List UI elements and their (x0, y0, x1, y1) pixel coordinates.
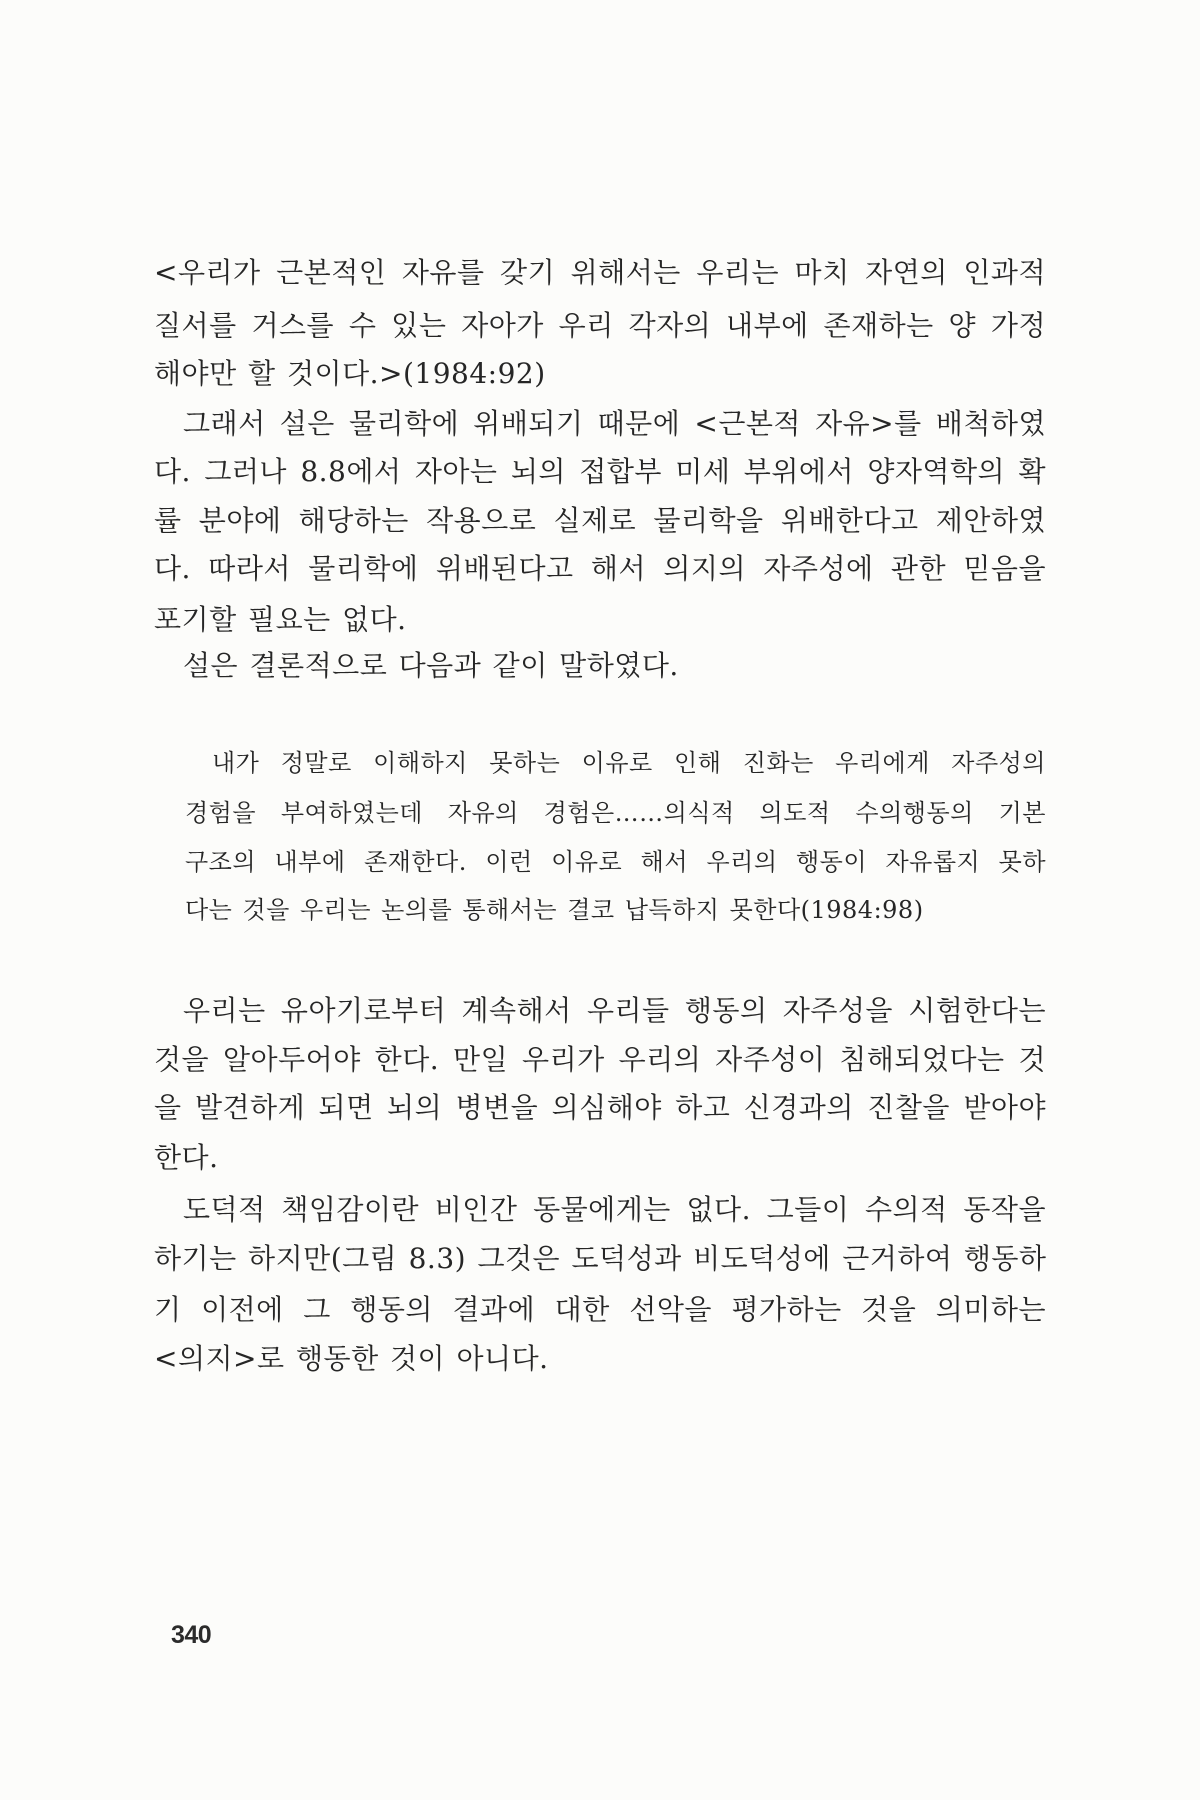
text-line: 률 분야에 해당하는 작용으로 실제로 물리학을 위배한다고 제안하였 (154, 504, 1046, 537)
text-line: 을 발견하게 되면 뇌의 병변을 의심해야 하고 신경과의 진찰을 받아야 (154, 1091, 1046, 1124)
text-line: <우리가 근본적인 자유를 갖기 위해서는 우리는 마치 자연의 인과적 (154, 256, 1046, 289)
text-line: 하기는 하지만(그림 8.3) 그것은 도덕성과 비도덕성에 근거하여 행동하 (154, 1242, 1046, 1275)
text-line: 질서를 거스를 수 있는 자아가 우리 각자의 내부에 존재하는 양 가정 (154, 309, 1046, 342)
text-line: 기 이전에 그 행동의 결과에 대한 선악을 평가하는 것을 의미하는 (154, 1293, 1046, 1326)
text-line: <의지>로 행동한 것이 아니다. (154, 1342, 549, 1375)
text-line: 다. 따라서 물리학에 위배된다고 해서 의지의 자주성에 관한 믿음을 (154, 552, 1046, 585)
page-number: 340 (171, 1621, 212, 1649)
text-line: 다. 그러나 8.8에서 자아는 뇌의 접합부 미세 부위에서 양자역학의 확 (154, 455, 1046, 488)
text-line: 포기할 필요는 없다. (154, 603, 407, 636)
quote-line: 경험을 부여하였는데 자유의 경험은……의식적 의도적 수의행동의 기본 (185, 799, 1046, 827)
text-line: 우리는 유아기로부터 계속해서 우리들 행동의 자주성을 시험한다는 (183, 994, 1046, 1027)
text-line: 설은 결론적으로 다음과 같이 말하였다. (183, 649, 679, 682)
quote-line: 다는 것을 우리는 논의를 통해서는 결코 납득하지 못한다(1984:98) (185, 896, 924, 924)
quote-line: 구조의 내부에 존재한다. 이런 이유로 해서 우리의 행동이 자유롭지 못하 (185, 848, 1046, 876)
text-line: 것을 알아두어야 한다. 만일 우리가 우리의 자주성이 침해되었다는 것 (154, 1043, 1046, 1076)
text-line: 해야만 할 것이다.>(1984:92) (154, 357, 546, 390)
text-line: 한다. (154, 1141, 219, 1174)
text-line: 그래서 설은 물리학에 위배되기 때문에 <근본적 자유>를 배척하였 (183, 407, 1046, 440)
text-line: 도덕적 책임감이란 비인간 동물에게는 없다. 그들이 수의적 동작을 (183, 1193, 1046, 1226)
quote-line: 내가 정말로 이해하지 못하는 이유로 인해 진화는 우리에게 자주성의 (212, 749, 1046, 777)
